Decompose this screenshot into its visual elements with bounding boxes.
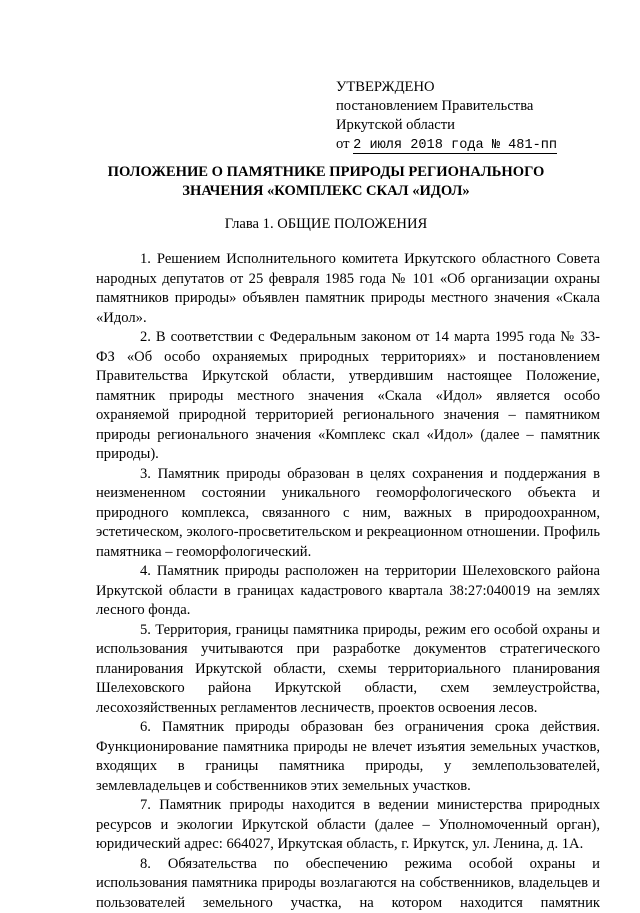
approval-block [336,78,596,155]
approval-date-line [336,135,596,155]
paragraph: 1. Решением Исполнительного комитета Иркутского областного Совета народных депутатов от 25 февраля 1985 года № 101 «Об организации охраны памятников природы» объявлен памятник природы местного значения «Скала «Идол». [96,250,600,328]
paragraph: 7. Памятник природы находится в ведении министерства природных ресурсов и экологии Иркутской области (далее – Уполномоченный орган), юридический адрес: 664027, Иркутская область, г. Иркутск, ул. Ленина, д. 1А. [96,796,600,855]
chapter-heading: Глава 1. ОБЩИЕ ПОЛОЖЕНИЯ [96,215,556,234]
approval-line: постановлением Правительства [336,97,596,116]
paragraph: 5. Территория, границы памятника природы, режим его особой охраны и использования учитываются при разработке документов стратегического планирования Иркутской области, схемы территориального планирования Шелеховского района Иркутской области, схем землеустройства, лесохозяйственных регламентов лесничеств, проектов освоения лесов. [96,621,600,719]
paragraph: 8. Обязательства по обеспечению режима особой охраны и использования памятника природы возлагаются на собственников, владельцев и пользователей земельного участка, на котором находится памятник [96,855,600,913]
approval-date-prefix: от [336,136,349,152]
paragraph: 6. Памятник природы образован без ограничения срока действия. Функционирование памятника природы не влечет изъятия земельных участков, входящих в границы памятника природы, у землепользователей, землевладельцев и собственников этих земельных участков. [96,718,600,796]
paragraph: 4. Памятник природы расположен на территории Шелеховского района Иркутской области в границах кадастрового квартала 38:27:040019 на землях лесного фонда. [96,562,600,621]
paragraph: 2. В соответствии с Федеральным законом от 14 марта 1995 года № 33-ФЗ «Об особо охраняемых природных территориях» и постановлением Правительства Иркутской области, утвердившим настоящее Положение, памятник природы местного значения «Скала «Идол» является особо охраняемой природной территорией регионального значения – памятником природы регионального значения «Комплекс скал «Идол» (далее – памятник природы). [96,328,600,465]
document-body [96,250,600,913]
approval-date-number: 2 июля 2018 года № 481-пп [353,138,557,154]
paragraph: 3. Памятник природы образован в целях сохранения и поддержания в неизмененном состоянии уникального геоморфологического объекта и природного комплекса, связанного с ним, важных в природоохранном, эстетическом, эколого-просветительском и рекреационном отношении. Профиль памятника – геоморфологический. [96,465,600,563]
document-title: ПОЛОЖЕНИЕ О ПАМЯТНИКЕ ПРИРОДЫ РЕГИОНАЛЬНОГО ЗНАЧЕНИЯ «КОМПЛЕКС СКАЛ «ИДОЛ» [96,163,556,201]
approval-heading: УТВЕРЖДЕНО [336,78,596,97]
approval-line: Иркутской области [336,116,596,135]
